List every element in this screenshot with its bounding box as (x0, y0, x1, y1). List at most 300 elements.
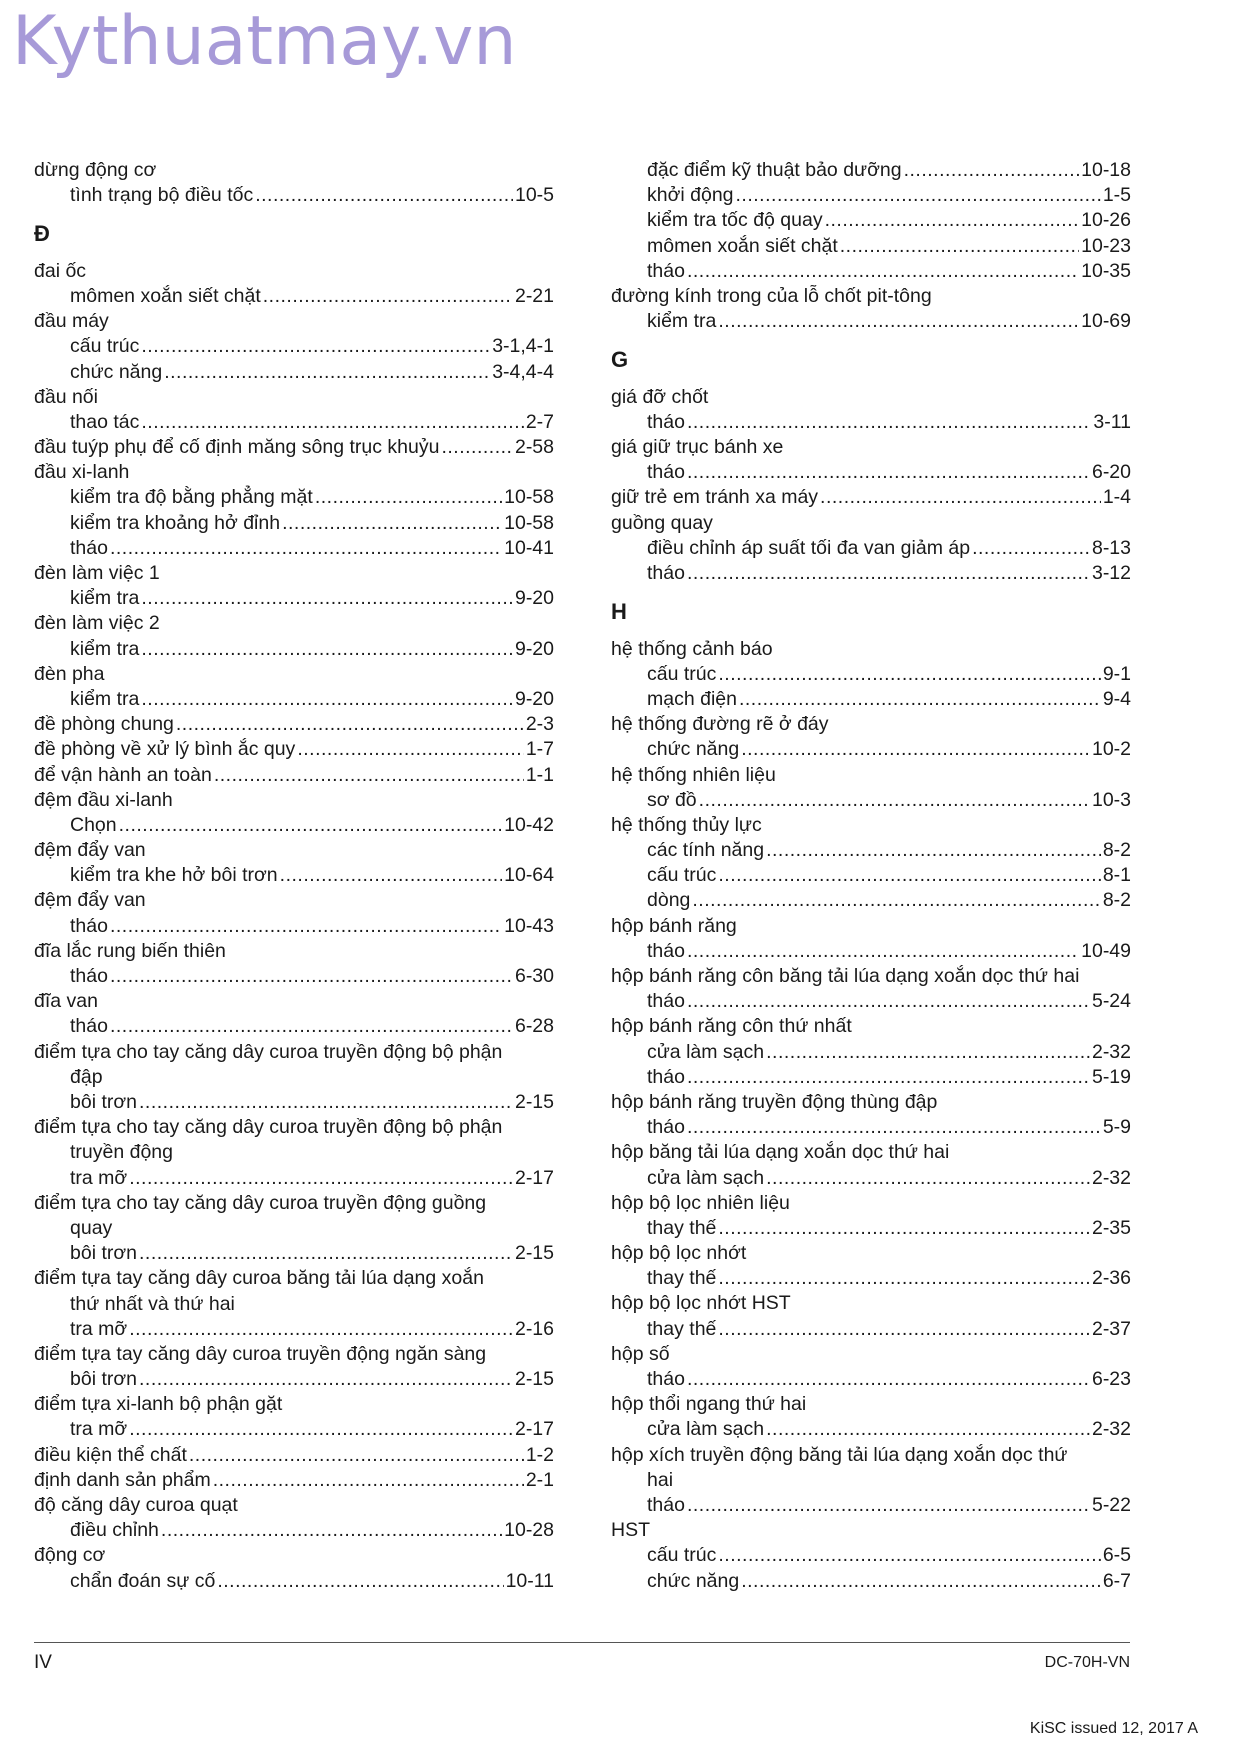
entry-label: các tính năng (647, 839, 765, 862)
index-heading: hộp bánh răng (611, 914, 737, 937)
page-reference: 2-21 (514, 284, 554, 307)
index-heading: hệ thống nhiên liệu (611, 763, 776, 786)
index-heading: hệ thống đường rẽ ở đáy (611, 713, 829, 736)
entry-label: tháo (647, 990, 685, 1013)
entry-label: cửa làm sạch (647, 1040, 765, 1063)
index-subentry (611, 208, 1131, 233)
page-reference: 2-15 (514, 1242, 554, 1265)
index-heading: hộp thổi ngang thứ hai (611, 1393, 807, 1416)
entry-label: cửa làm sạch (647, 1166, 765, 1189)
index-subentry (611, 1417, 1131, 1442)
page-reference: 3-1,4-1 (492, 335, 554, 358)
page-reference: 1-1 (525, 763, 554, 786)
index-subentry (611, 788, 1131, 813)
page-reference: 10-41 (504, 536, 554, 559)
page-reference: 10-64 (504, 864, 554, 887)
index-heading: hộp bánh răng truyền động thùng đập (611, 1090, 938, 1113)
page-reference: 10-5 (514, 184, 554, 207)
page-reference: 2-32 (1091, 1040, 1131, 1063)
dot-leader (141, 334, 490, 359)
index-subentry (34, 1367, 554, 1392)
index-subentry (611, 863, 1131, 888)
page-reference: 5-24 (1091, 990, 1131, 1013)
index-heading-continuation: thứ nhất và thứ hai (70, 1292, 235, 1315)
index-subentry (34, 485, 554, 510)
index-entry (34, 1468, 554, 1493)
entry-label: tháo (647, 939, 685, 962)
entry-label: tháo (647, 461, 685, 484)
page-reference: 6-23 (1091, 1368, 1131, 1390)
dot-leader (687, 939, 1079, 964)
entry-label: mômen xoắn siết chặt (647, 234, 838, 257)
entry-label: cấu trúc (70, 335, 140, 358)
dot-leader (766, 1417, 1090, 1442)
index-heading: đèn làm việc 2 (34, 612, 160, 635)
page-reference: 10-28 (504, 1519, 554, 1542)
dot-leader (176, 712, 524, 737)
index-subentry (611, 1040, 1131, 1065)
dot-leader (687, 460, 1090, 485)
entry-label: kiểm tra (647, 310, 717, 333)
page-number: IV (34, 1652, 52, 1673)
entry-label: mạch điện (647, 687, 737, 710)
entry-label: để vận hành an toàn (34, 763, 212, 786)
page-reference: 9-1 (1102, 662, 1131, 685)
page-reference: 2-36 (1091, 1267, 1131, 1290)
page-reference: 2-17 (514, 1166, 554, 1189)
entry-label: thao tác (70, 410, 140, 433)
entry-label: tháo (647, 259, 685, 282)
index-heading: đệm đầu xi-lanh (34, 788, 173, 811)
index-subentry (34, 284, 554, 309)
index-subentry (611, 1166, 1131, 1191)
dot-leader (736, 183, 1101, 208)
page-reference: 3-12 (1091, 562, 1131, 584)
entry-label: tháo (647, 562, 685, 584)
page-reference: 6-30 (514, 965, 554, 987)
page-reference: 9-20 (514, 687, 554, 710)
page-reference: 10-58 (504, 511, 554, 534)
index-heading: hộp bộ lọc nhớt (611, 1242, 747, 1265)
entry-label: định danh sản phẩm (34, 1468, 211, 1491)
index-subentry (34, 1241, 554, 1266)
page-reference: 2-1 (525, 1468, 554, 1491)
index-heading (34, 1115, 554, 1165)
entry-label: tra mỡ (70, 1418, 128, 1441)
entry-label: tháo (647, 410, 685, 433)
index-heading (34, 1040, 554, 1090)
page-reference: 8-2 (1102, 839, 1131, 862)
dot-leader (263, 284, 513, 309)
dot-leader (687, 259, 1079, 284)
dot-leader (141, 637, 513, 662)
page-reference: 10-43 (504, 914, 554, 937)
dot-leader (129, 1417, 513, 1442)
page-reference: 6-7 (1102, 1569, 1131, 1592)
dot-leader (282, 511, 502, 536)
page-reference: 2-17 (514, 1418, 554, 1441)
entry-label: kiểm tra độ bằng phẳng mặt (70, 486, 313, 509)
dot-leader (699, 788, 1090, 813)
dot-leader (217, 1569, 503, 1594)
dot-leader (718, 863, 1100, 888)
index-heading: đèn pha (34, 662, 105, 685)
index-subentry (34, 1014, 554, 1039)
page-reference: 1-2 (525, 1443, 554, 1466)
index-entry (611, 485, 1131, 510)
entry-label: bôi trơn (70, 1242, 137, 1265)
index-heading: động cơ (34, 1544, 106, 1567)
entry-label: thay thế (647, 1216, 717, 1239)
entry-label: điều chỉnh áp suất tối đa van giảm áp (647, 536, 971, 559)
dot-leader (214, 763, 524, 788)
entry-label: tháo (70, 1015, 108, 1038)
entry-label: sơ đồ (647, 788, 697, 811)
dot-leader (687, 1115, 1101, 1140)
page-reference: 2-32 (1091, 1166, 1131, 1189)
entry-label: cửa làm sạch (647, 1418, 765, 1441)
index-heading: dừng động cơ (34, 159, 157, 181)
dot-leader (766, 1166, 1090, 1191)
entry-label: cấu trúc (647, 1544, 717, 1567)
dot-leader (687, 1367, 1090, 1392)
index-heading (611, 1443, 1131, 1493)
dot-leader (280, 863, 502, 888)
index-heading (34, 1266, 554, 1316)
dot-leader (161, 1518, 502, 1543)
index-subentry (34, 863, 554, 888)
dot-leader (139, 1241, 513, 1266)
index-subentry (34, 637, 554, 662)
dot-leader (718, 1216, 1090, 1241)
index-heading-continuation: hai (647, 1468, 674, 1491)
dot-leader (741, 1569, 1101, 1594)
index-heading-text: điểm tựa cho tay căng dây curoa truyền động guồng (34, 1191, 487, 1214)
dot-leader (718, 309, 1079, 334)
index-heading: đệm đẩy van (34, 839, 146, 862)
index-heading: đầu máy (34, 310, 109, 333)
index-heading: guồng quay (611, 511, 713, 534)
page-reference: 2-32 (1091, 1418, 1131, 1441)
entry-label: khởi động (647, 184, 734, 207)
entry-label: kiểm tra khe hở bôi trơn (70, 864, 278, 887)
page-reference: 1-7 (525, 738, 554, 761)
dot-leader (687, 989, 1090, 1014)
index-heading-continuation: đập (70, 1065, 103, 1088)
dot-leader (766, 838, 1101, 863)
index-subentry (34, 586, 554, 611)
index-section-letter: G (611, 346, 629, 372)
entry-label: chức năng (70, 360, 163, 383)
index-subentry (34, 813, 554, 838)
page-reference: 9-4 (1102, 687, 1131, 710)
index-heading: hệ thống thủy lực (611, 813, 762, 836)
entry-label: Chọn (70, 813, 117, 836)
index-subentry (34, 1090, 554, 1115)
dot-leader (297, 737, 524, 762)
index-subentry (611, 1367, 1131, 1392)
page-reference: 10-26 (1081, 209, 1131, 232)
page-reference: 2-16 (514, 1317, 554, 1340)
entry-label: tháo (647, 1368, 685, 1390)
entry-label: tháo (70, 965, 108, 987)
index-heading: điểm tựa xi-lanh bộ phận gặt (34, 1393, 283, 1416)
dot-leader (119, 813, 503, 838)
dot-leader (687, 1065, 1090, 1090)
dot-leader (687, 410, 1091, 435)
dot-leader (904, 158, 1080, 183)
page-reference: 5-19 (1091, 1065, 1131, 1088)
entry-label: chức năng (647, 1569, 740, 1592)
index-subentry (34, 1569, 554, 1594)
index-subentry (611, 234, 1131, 259)
index-subentry (34, 511, 554, 536)
index-column-right (611, 158, 1131, 1594)
page-reference: 8-2 (1102, 889, 1131, 912)
dot-leader (972, 536, 1090, 561)
page-reference: 2-15 (514, 1368, 554, 1391)
page-reference: 2-35 (1091, 1216, 1131, 1239)
index-heading-text: điểm tựa tay căng dây curoa băng tải lúa dạng xoắn (34, 1267, 484, 1290)
page-reference: 8-1 (1102, 864, 1131, 887)
entry-label: kiểm tra (70, 687, 140, 710)
index-subentry (611, 1543, 1131, 1568)
entry-label: điều kiện thể chất (34, 1443, 187, 1466)
entry-label: tháo (70, 914, 108, 937)
entry-label: cấu trúc (647, 864, 717, 887)
dot-leader (718, 1317, 1090, 1342)
entry-label: tình trạng bộ điều tốc (70, 184, 254, 207)
index-heading: đèn làm việc 1 (34, 562, 160, 584)
index-subentry (611, 410, 1131, 435)
page-reference: 2-37 (1091, 1317, 1131, 1340)
index-subentry (34, 1417, 554, 1442)
page-reference: 1-4 (1102, 486, 1131, 509)
index-subentry (611, 183, 1131, 208)
dot-leader (718, 1543, 1100, 1568)
index-subentry (34, 1317, 554, 1342)
index-heading: đệm đẩy van (34, 889, 146, 912)
index-subentry (611, 1216, 1131, 1241)
index-subentry (611, 1266, 1131, 1291)
page-reference: 10-69 (1081, 310, 1131, 333)
entry-label: tra mỡ (70, 1317, 128, 1340)
index-subentry (611, 1065, 1131, 1090)
index-subentry (611, 561, 1131, 586)
entry-label: điều chỉnh (70, 1519, 159, 1542)
page-reference: 6-20 (1091, 461, 1131, 484)
index-subentry (611, 687, 1131, 712)
page-reference: 6-5 (1102, 1544, 1131, 1567)
entry-label: tháo (70, 536, 108, 559)
index-subentry (611, 1569, 1131, 1594)
index-subentry (611, 309, 1131, 334)
index-subentry (34, 360, 554, 385)
page-reference: 3-11 (1093, 410, 1131, 433)
page-reference: 10-23 (1081, 234, 1131, 257)
index-entry (34, 737, 554, 762)
index-heading-continuation: truyền động (70, 1141, 173, 1164)
index-heading-text: điểm tựa cho tay căng dây curoa truyền động bộ phận (34, 1116, 503, 1139)
entry-label: dòng (647, 889, 691, 912)
dot-leader (213, 1468, 524, 1493)
dot-leader (139, 1090, 513, 1115)
index-heading: đĩa van (34, 990, 98, 1013)
index-subentry (34, 687, 554, 712)
index-section-letter: Đ (34, 220, 50, 246)
dot-leader (110, 1014, 513, 1039)
index-subentry (611, 1317, 1131, 1342)
index-subentry (611, 838, 1131, 863)
entry-label: bôi trơn (70, 1090, 137, 1113)
entry-label: giữ trẻ em tránh xa máy (611, 486, 819, 509)
entry-label: kiểm tra tốc độ quay (647, 209, 823, 232)
dot-leader (739, 687, 1101, 712)
watermark-logo: Kythuatmay.vn (12, 2, 517, 81)
dot-leader (315, 485, 502, 510)
index-subentry (611, 888, 1131, 913)
page-reference: 10-35 (1081, 259, 1131, 282)
index-heading: đĩa lắc rung biến thiên (34, 939, 226, 962)
page-reference: 8-13 (1091, 536, 1131, 559)
entry-label: bôi trơn (70, 1368, 137, 1391)
dot-leader (141, 410, 523, 435)
index-subentry (34, 536, 554, 561)
dot-leader (687, 1493, 1090, 1518)
page-reference: 1-5 (1102, 184, 1131, 207)
index-subentry (611, 1493, 1131, 1518)
index-column-left (34, 158, 554, 1594)
index-subentry (34, 334, 554, 359)
dot-leader (110, 964, 513, 989)
index-heading: độ căng dây curoa quạt (34, 1494, 238, 1516)
entry-label: tra mỡ (70, 1166, 128, 1189)
page-reference: 9-20 (514, 587, 554, 610)
entry-label: đầu tuýp phụ để cố định măng sông trục khuỷu (34, 436, 440, 459)
index-subentry (611, 1115, 1131, 1140)
page-reference: 5-22 (1091, 1493, 1131, 1516)
dot-leader (110, 914, 502, 939)
index-subentry (34, 914, 554, 939)
page-reference: 2-3 (525, 713, 554, 736)
entry-label: tháo (647, 1065, 685, 1088)
page-reference: 2-15 (514, 1090, 554, 1113)
entry-label: cấu trúc (647, 662, 717, 685)
index-subentry (611, 536, 1131, 561)
index-section-letter: H (611, 598, 627, 624)
index-entry (34, 712, 554, 737)
dot-leader (139, 1367, 513, 1392)
index-subentry (611, 259, 1131, 284)
index-heading-text: hộp xích truyền động băng tải lúa dạng xoắn dọc thứ (611, 1443, 1068, 1466)
dot-leader (718, 662, 1100, 687)
page-reference: 10-18 (1081, 159, 1131, 181)
page-reference: 10-3 (1091, 788, 1131, 811)
index-entry (34, 763, 554, 788)
index-subentry (611, 737, 1131, 762)
index-subentry (611, 939, 1131, 964)
footer-divider (34, 1642, 1130, 1643)
entry-label: thay thế (647, 1267, 717, 1290)
entry-label: chẩn đoán sự cố (70, 1569, 216, 1592)
index-heading: giá đỡ chốt (611, 385, 709, 408)
dot-leader (110, 536, 502, 561)
index-heading: điểm tựa tay căng dây curoa truyền động ngăn sàng (34, 1342, 487, 1365)
page-reference: 10-42 (504, 813, 554, 836)
issue-note: KiSC issued 12, 2017 A (1029, 1720, 1198, 1737)
dot-leader (255, 183, 513, 208)
entry-label: đề phòng về xử lý bình ắc quy (34, 738, 296, 761)
dot-leader (129, 1166, 513, 1191)
index-subentry (611, 989, 1131, 1014)
entry-label: kiểm tra (70, 637, 140, 660)
dot-leader (441, 435, 513, 460)
index-entry (34, 1443, 554, 1468)
dot-leader (189, 1443, 524, 1468)
index-subentry (611, 662, 1131, 687)
index-heading (34, 1191, 554, 1241)
dot-leader (692, 888, 1100, 913)
index-heading: đầu xi-lanh (34, 461, 130, 484)
page-reference: 3-4,4-4 (492, 360, 554, 383)
index-subentry (34, 183, 554, 208)
index-subentry (34, 964, 554, 989)
index-heading: giá giữ trục bánh xe (611, 436, 784, 459)
index-heading: HST (611, 1519, 650, 1542)
entry-label: thay thế (647, 1317, 717, 1340)
dot-leader (825, 208, 1080, 233)
index-heading: hộp băng tải lúa dạng xoắn dọc thứ hai (611, 1141, 950, 1164)
entry-label: mômen xoắn siết chặt (70, 284, 261, 307)
dot-leader (766, 1040, 1090, 1065)
dot-leader (687, 561, 1090, 586)
index-subentry (34, 1518, 554, 1543)
dot-leader (129, 1317, 513, 1342)
index-subentry (611, 158, 1131, 183)
entry-label: chức năng (647, 738, 740, 761)
page-reference: 10-49 (1081, 939, 1131, 962)
dot-leader (141, 586, 513, 611)
index-entry (34, 435, 554, 460)
page-reference: 2-7 (525, 410, 554, 433)
index-heading: đường kính trong của lỗ chốt pit-tông (611, 284, 932, 307)
index-heading-text: điểm tựa cho tay căng dây curoa truyền động bộ phận (34, 1040, 503, 1063)
index-heading: hộp bánh răng côn băng tải lúa dạng xoắn dọc thứ hai (611, 965, 1080, 987)
entry-label: tháo (647, 1493, 685, 1516)
dot-leader (820, 485, 1101, 510)
dot-leader (840, 234, 1079, 259)
entry-label: tháo (647, 1116, 685, 1139)
index-subentry (34, 410, 554, 435)
dot-leader (741, 737, 1090, 762)
index-heading-continuation: quay (70, 1216, 113, 1239)
index-heading: hộp bộ lọc nhớt HST (611, 1292, 791, 1315)
dot-leader (164, 360, 490, 385)
entry-label: đặc điểm kỹ thuật bảo dưỡng (647, 159, 902, 181)
page-reference: 6-28 (514, 1015, 554, 1038)
page-reference: 10-2 (1091, 738, 1131, 761)
entry-label: kiểm tra khoảng hở đỉnh (70, 511, 281, 534)
index-heading: hộp số (611, 1342, 670, 1365)
page-reference: 10-58 (504, 486, 554, 509)
page-reference: 9-20 (514, 637, 554, 660)
dot-leader (718, 1266, 1090, 1291)
index-heading: đầu nối (34, 385, 98, 408)
entry-label: đề phòng chung (34, 713, 174, 736)
index-heading: đai ốc (34, 259, 87, 282)
document-code: DC-70H-VN (1044, 1654, 1130, 1671)
index-subentry (611, 460, 1131, 485)
